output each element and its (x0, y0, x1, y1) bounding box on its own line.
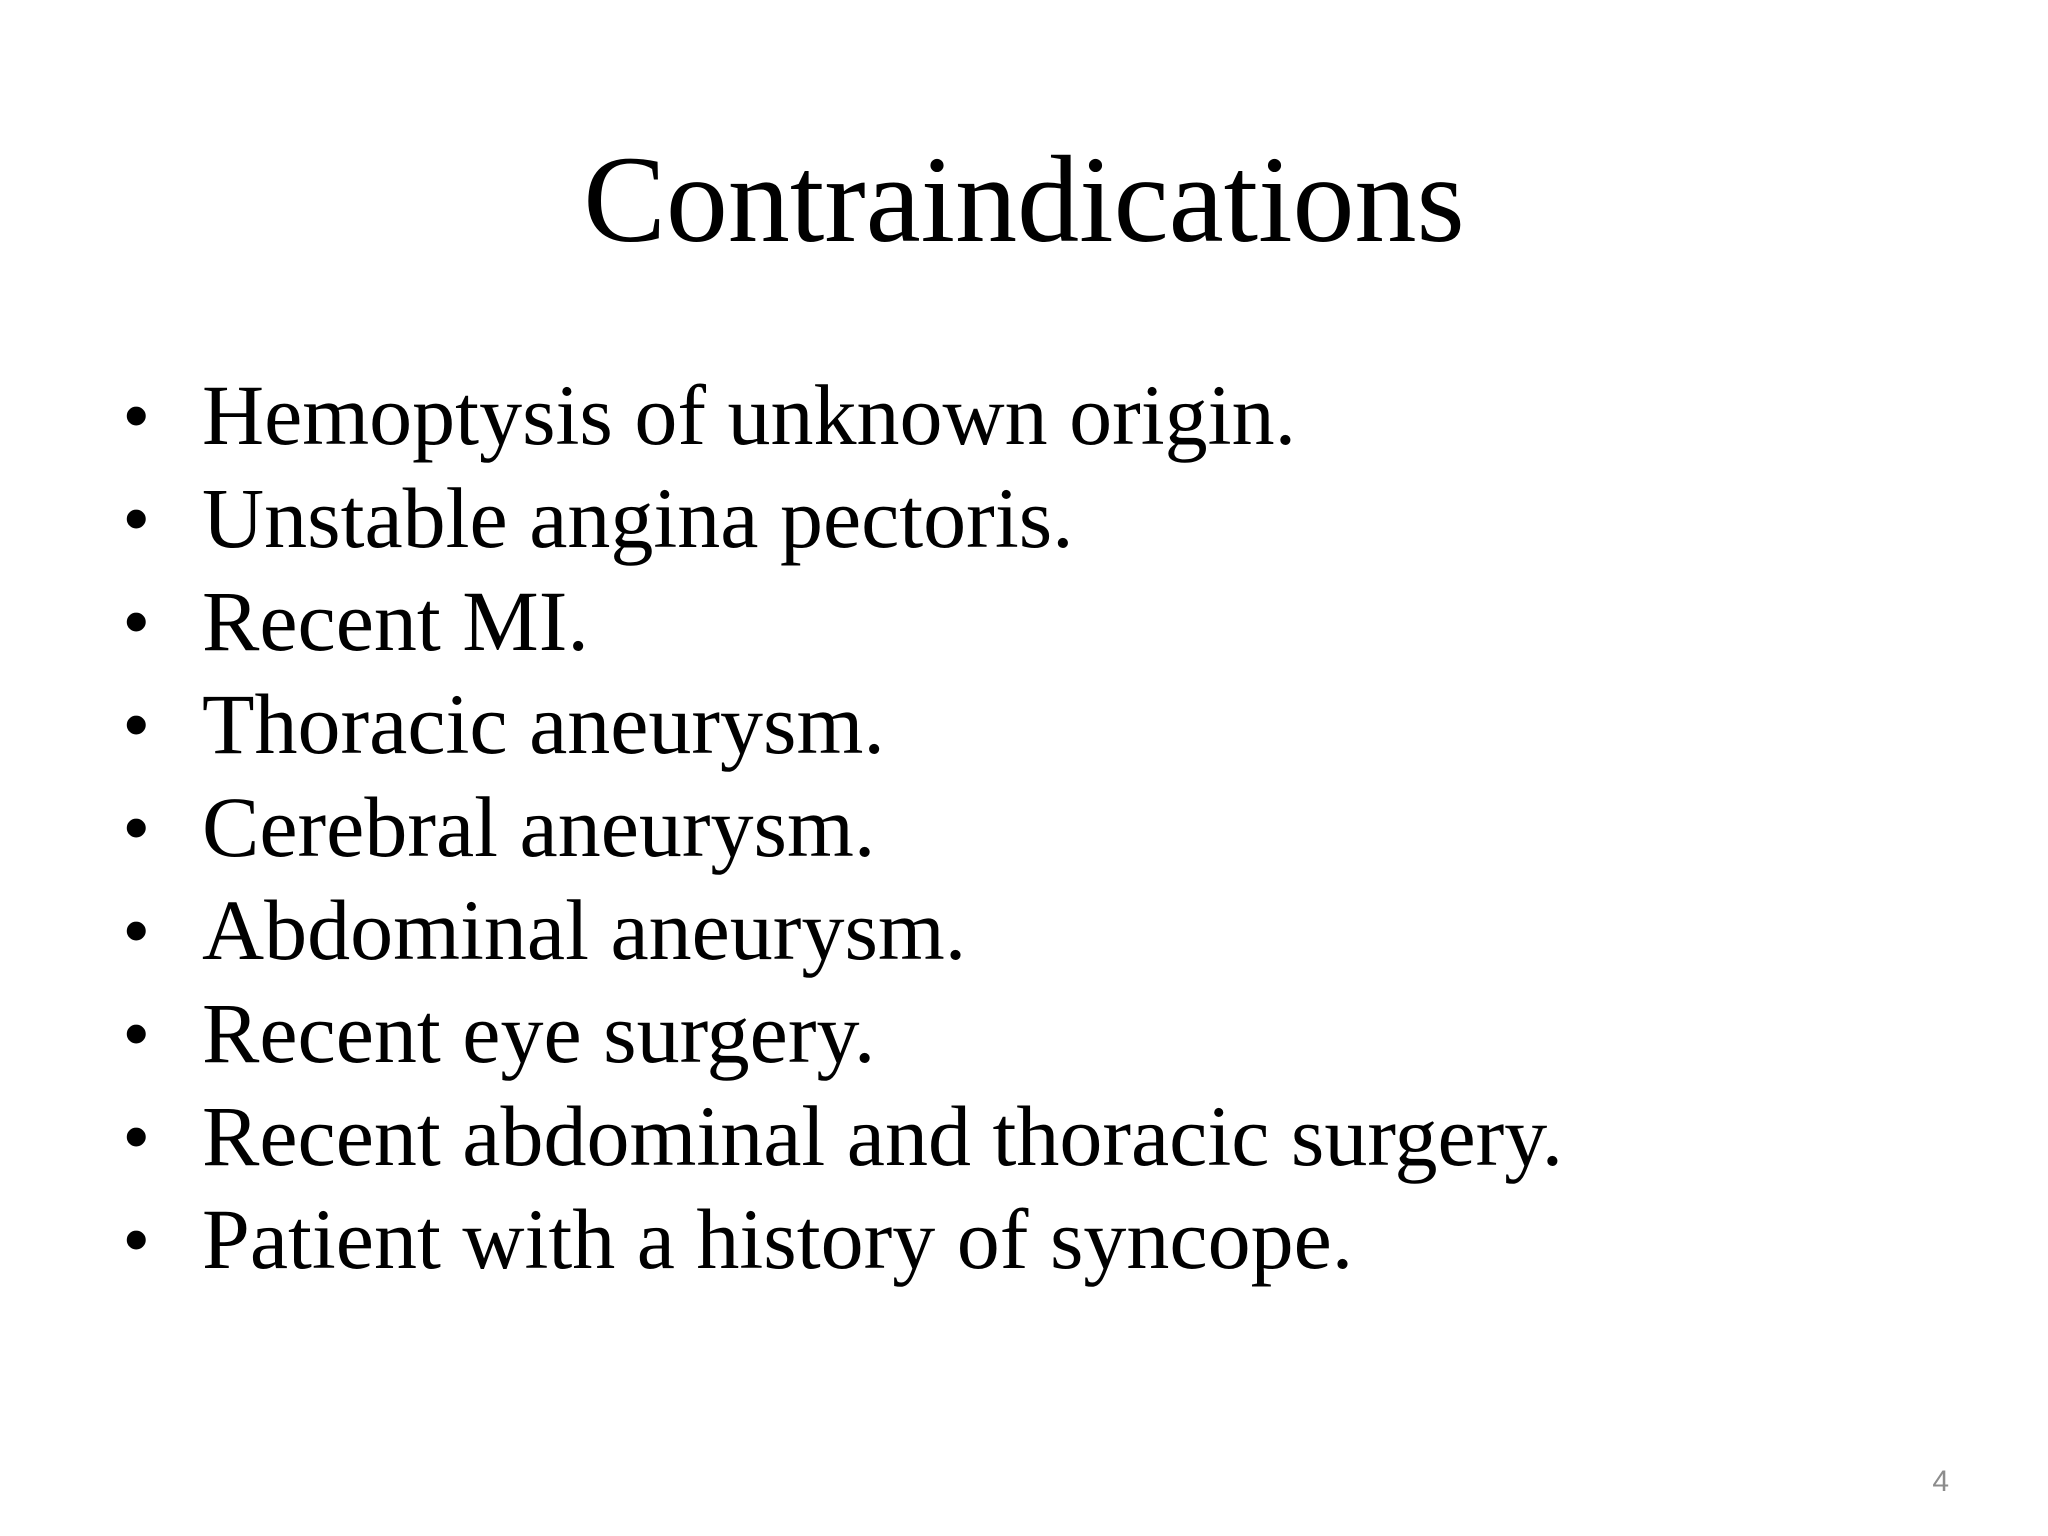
slide-title: Contraindications (583, 131, 1465, 268)
bullet-text: Recent eye surgery. (202, 985, 876, 1081)
page-number: 4 (1932, 1465, 1949, 1498)
bullet-icon: • (124, 685, 149, 763)
bullet-icon: • (124, 376, 149, 454)
bullet-text: Abdominal aneurysm. (202, 882, 967, 978)
bullet-text: Thoracic aneurysm. (202, 676, 885, 772)
bullet-text: Patient with a history of syncope. (202, 1191, 1354, 1287)
bullet-text: Recent MI. (202, 573, 589, 669)
bullet-text: Recent abdominal and thoracic surgery. (202, 1088, 1564, 1184)
bullet-text: Cerebral aneurysm. (202, 779, 876, 875)
bullet-text: Hemoptysis of unknown origin. (202, 367, 1297, 463)
bullet-icon: • (124, 1200, 149, 1278)
bullet-icon: • (124, 582, 149, 660)
bullet-icon: • (124, 788, 149, 866)
bullet-icon: • (124, 994, 149, 1072)
bullet-icon: • (124, 891, 149, 969)
bullet-icon: • (124, 1097, 149, 1175)
bullet-icon: • (124, 479, 149, 557)
bullet-text: Unstable angina pectoris. (202, 470, 1074, 566)
